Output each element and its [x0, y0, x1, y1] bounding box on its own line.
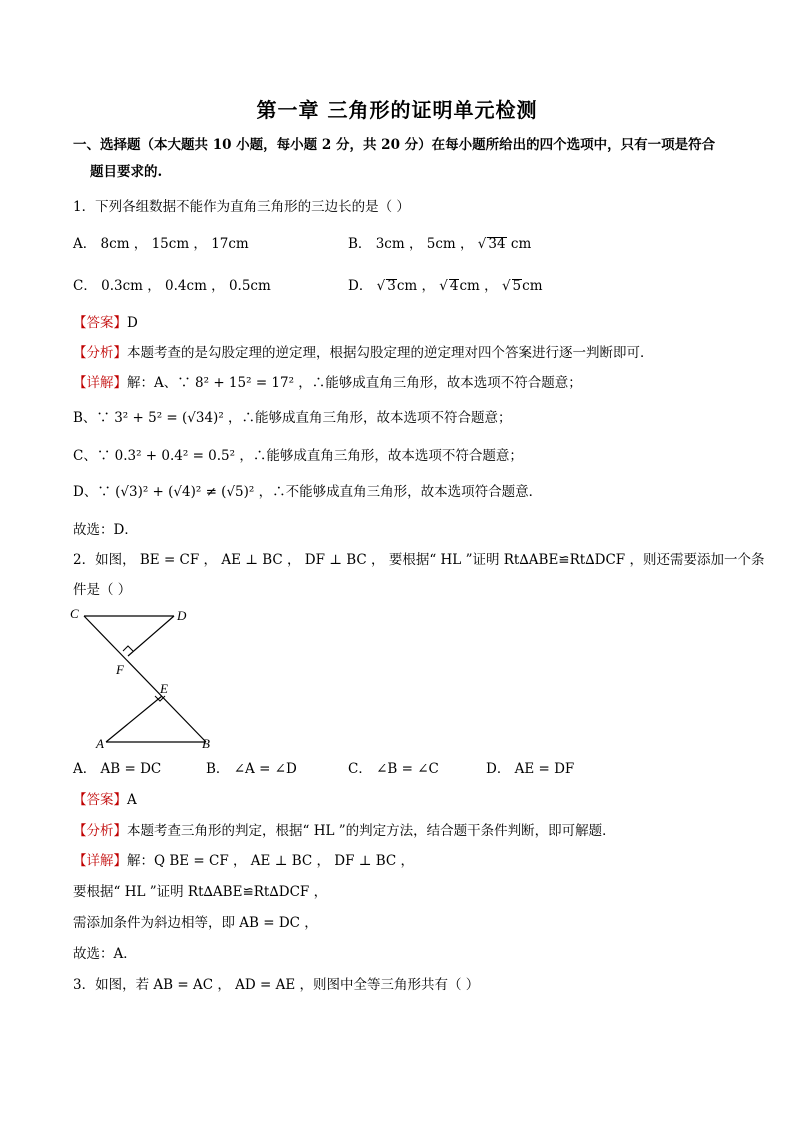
q1-conclusion: 故选：D． — [73, 522, 138, 538]
q1-option-b-root: 34 — [488, 236, 506, 252]
page-title: 第一章 三角形的证明单元检测 — [256, 98, 538, 122]
q1-detail-b: B、∵ 3² + 5² = (√34)² ，∴能够成直角三角形，故本选项不符合题意； — [73, 410, 512, 426]
label-a: A — [96, 736, 104, 751]
analysis-tag: 【分析】 — [73, 823, 127, 839]
q1-option-d-root2: 4 — [449, 278, 459, 294]
label-d: D — [177, 608, 187, 623]
q1-detail-a — [73, 373, 582, 393]
q1-answer — [73, 313, 138, 333]
label-b: B — [202, 736, 210, 751]
label-f: F — [116, 662, 124, 677]
answer-value: A — [127, 792, 137, 808]
q2-figure — [66, 604, 226, 754]
q2-detail-2: 要根据“ HL ”证明 Rt∆ABE≌Rt∆DCF ， — [73, 884, 328, 900]
answer-tag: 【答案】 — [73, 792, 127, 808]
q1-option-d-unit3: cm — [522, 278, 543, 294]
detail-tag: 【详解】 — [73, 853, 127, 869]
detail-text: 解：A、∵ 8² + 15² = 17² ，∴能够成直角三角形，故本选项不符合题意； — [127, 375, 582, 391]
q1-option-b — [348, 234, 531, 254]
label-e: E — [160, 681, 168, 696]
q1-analysis — [73, 343, 654, 363]
q2-analysis — [73, 821, 616, 841]
q2-option-a: A． AB = DC — [73, 761, 162, 777]
sqrt-symbol: √ — [501, 278, 511, 294]
q2-option-b: B． ∠A = ∠D — [206, 761, 297, 777]
segment-cb — [84, 616, 206, 742]
q2-option-c: C． ∠B = ∠C — [348, 761, 439, 777]
q1-detail-c: C、∵ 0.3² + 0.4² = 0.5² ，∴能够成直角三角形，故本选项不符合题意； — [73, 448, 523, 464]
q1-option-b-prefix: B． 3cm ， 5cm ， — [348, 236, 474, 252]
q1-detail-d: D、∵ (√3)² + (√4)² ≠ (√5)² ，∴不能够成直角三角形，故本选项符合题意． — [73, 484, 543, 500]
section-heading: 一、选择题（本大题共 10 小题，每小题 2 分，共 20 分）在每小题所给出的四个选项中，只有一项是符合 — [73, 137, 716, 153]
q2-stem-cont: 件是（ ） — [73, 582, 132, 598]
segment-df — [128, 616, 174, 656]
q1-option-c: C． 0.3cm ， 0.4cm ， 0.5cm — [73, 278, 271, 294]
sqrt-symbol: √ — [439, 278, 448, 294]
detail-text: 解：Q BE = CF ， AE ⊥ BC ， DF ⊥ BC ， — [127, 853, 415, 869]
sqrt-symbol: √ — [376, 278, 386, 294]
q3-stem: 3．如图，若 AB = AC ， AD = AE ，则图中全等三角形共有（ ） — [73, 977, 480, 993]
q1-option-d-root1: 3 — [387, 278, 396, 294]
q2-conclusion: 故选：A． — [73, 946, 137, 962]
q1-option-d-unit1: cm ， — [396, 278, 435, 294]
q1-option-d-unit2: cm ， — [459, 278, 498, 294]
q2-detail-1 — [73, 851, 414, 871]
label-c: C — [70, 606, 79, 621]
q1-option-d-root3: 5 — [512, 278, 522, 294]
analysis-text: 本题考查的是勾股定理的逆定理，根据勾股定理的逆定理对四个答案进行逐一判断即可． — [127, 345, 654, 361]
sqrt-symbol: √ — [477, 236, 487, 252]
right-angle-mark-f — [123, 646, 133, 651]
segment-ae — [106, 696, 162, 742]
analysis-text: 本题考查三角形的判定，根据“ HL ”的判定方法，结合题干条件判断，即可解题． — [127, 823, 616, 839]
q1-option-b-unit: cm — [506, 236, 532, 252]
detail-tag: 【详解】 — [73, 375, 127, 391]
q2-option-d: D． AE = DF — [486, 761, 575, 777]
section-heading-cont: 题目要求的. — [90, 164, 163, 180]
q1-stem: 1．下列各组数据不能作为直角三角形的三边长的是（ ） — [73, 199, 410, 215]
answer-value: D — [127, 315, 138, 331]
answer-tag: 【答案】 — [73, 315, 127, 331]
q1-option-d — [348, 276, 543, 296]
analysis-tag: 【分析】 — [73, 345, 127, 361]
q2-detail-3: 需添加条件为斜边相等，即 AB = DC ， — [73, 915, 318, 931]
q1-option-a: A． 8cm ， 15cm ， 17cm — [73, 236, 249, 252]
q1-option-d-prefix: D． — [348, 278, 373, 294]
q2-answer — [73, 790, 137, 810]
q2-stem: 2．如图， BE = CF ， AE ⊥ BC ， DF ⊥ BC ， 要根据“ HL ”证明 Rt∆ABE≌Rt∆DCF ，则还需要添加一个条 — [73, 552, 765, 568]
